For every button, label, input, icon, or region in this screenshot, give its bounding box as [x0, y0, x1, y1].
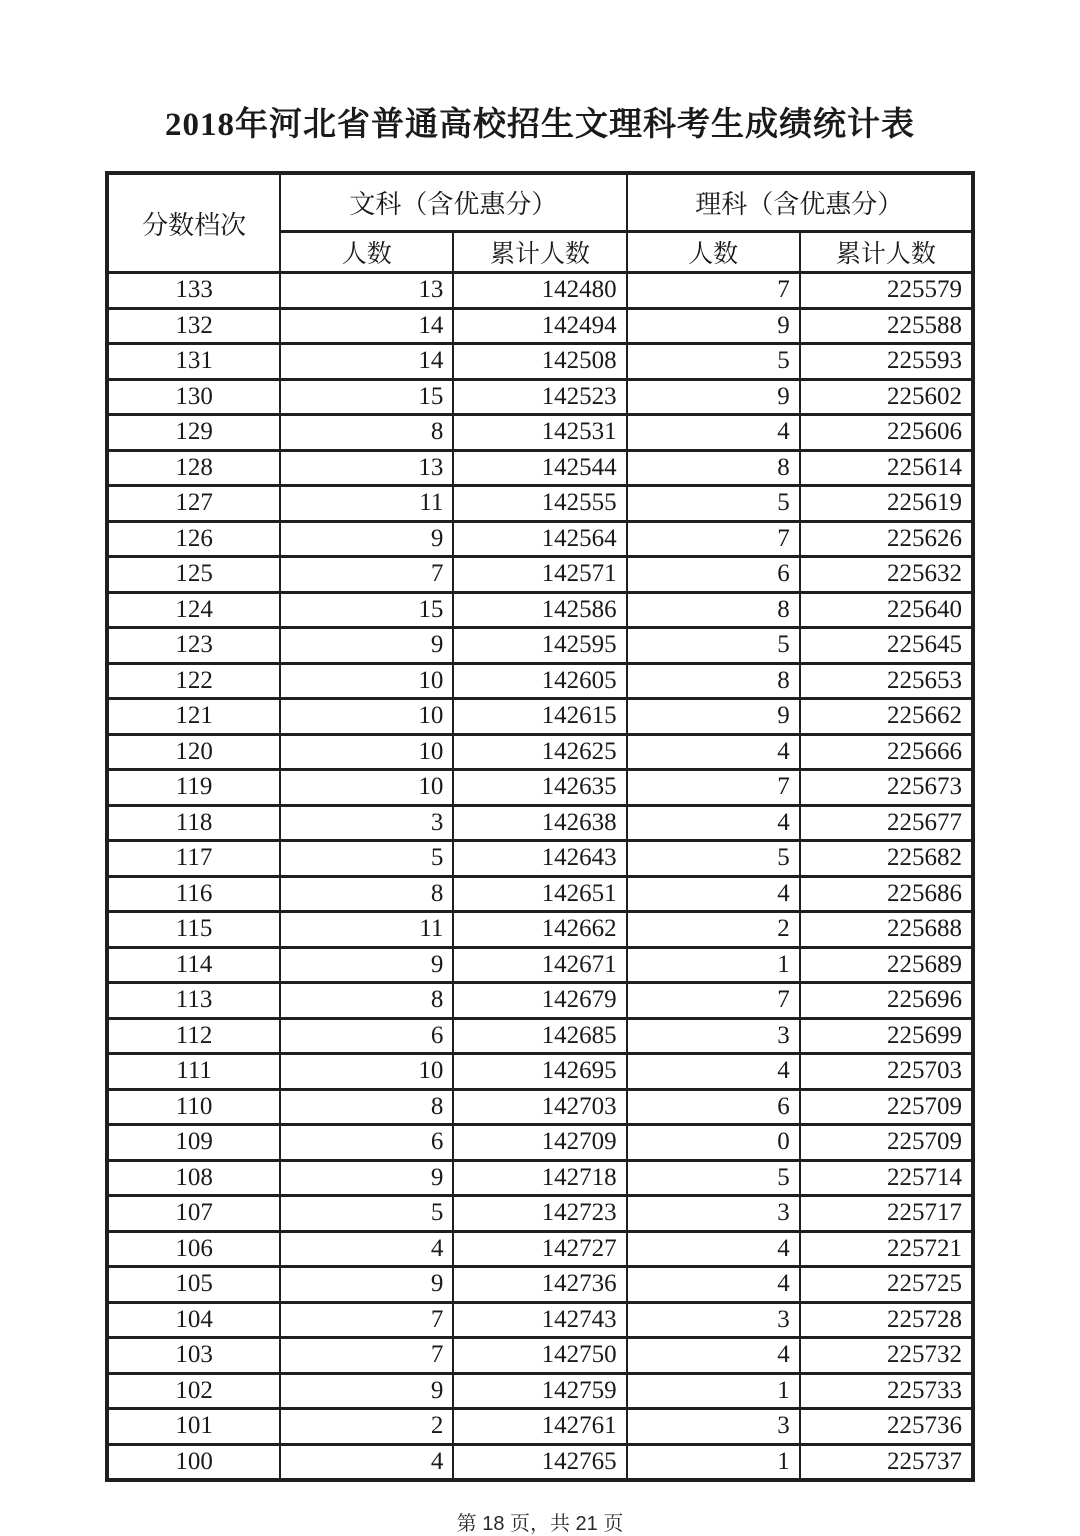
- cell-wenke-count: 15: [280, 379, 453, 415]
- cell-like-count: 7: [627, 770, 800, 806]
- cell-score-level: 108: [107, 1160, 280, 1196]
- cell-like-count: 2: [627, 912, 800, 948]
- cell-wenke-cumulative: 142671: [453, 947, 626, 983]
- cell-like-cumulative: 225662: [800, 699, 973, 735]
- cell-wenke-cumulative: 142679: [453, 983, 626, 1019]
- cell-score-level: 113: [107, 983, 280, 1019]
- cell-score-level: 109: [107, 1125, 280, 1161]
- cell-wenke-cumulative: 142662: [453, 912, 626, 948]
- cell-wenke-count: 11: [280, 486, 453, 522]
- cell-wenke-cumulative: 142586: [453, 592, 626, 628]
- table-row: [107, 841, 973, 877]
- cell-score-level: 125: [107, 557, 280, 593]
- cell-wenke-cumulative: 142651: [453, 876, 626, 912]
- cell-wenke-count: 8: [280, 983, 453, 1019]
- cell-wenke-count: 4: [280, 1444, 453, 1480]
- cell-like-count: 1: [627, 1373, 800, 1409]
- table-row: [107, 521, 973, 557]
- cell-like-cumulative: 225733: [800, 1373, 973, 1409]
- table-row: [107, 344, 973, 380]
- table-row: [107, 557, 973, 593]
- cell-wenke-cumulative: 142625: [453, 734, 626, 770]
- cell-like-count: 7: [627, 273, 800, 309]
- cell-wenke-cumulative: 142723: [453, 1196, 626, 1232]
- table-row: [107, 912, 973, 948]
- cell-score-level: 131: [107, 344, 280, 380]
- table-row: [107, 1089, 973, 1125]
- table-row: [107, 628, 973, 664]
- cell-like-cumulative: 225732: [800, 1338, 973, 1374]
- cell-wenke-cumulative: 142695: [453, 1054, 626, 1090]
- cell-like-count: 5: [627, 1160, 800, 1196]
- cell-wenke-cumulative: 142494: [453, 308, 626, 344]
- cell-like-cumulative: 225709: [800, 1089, 973, 1125]
- cell-wenke-count: 10: [280, 1054, 453, 1090]
- cell-wenke-cumulative: 142635: [453, 770, 626, 806]
- cell-score-level: 118: [107, 805, 280, 841]
- cell-like-count: 8: [627, 592, 800, 628]
- cell-wenke-cumulative: 142685: [453, 1018, 626, 1054]
- cell-wenke-count: 10: [280, 699, 453, 735]
- header-group-row: [107, 173, 973, 232]
- cell-like-count: 1: [627, 947, 800, 983]
- cell-score-level: 100: [107, 1444, 280, 1480]
- cell-wenke-count: 13: [280, 273, 453, 309]
- cell-like-cumulative: 225653: [800, 663, 973, 699]
- table-row: [107, 273, 973, 309]
- cell-wenke-cumulative: 142709: [453, 1125, 626, 1161]
- cell-like-count: 3: [627, 1196, 800, 1232]
- header-wenke-cumulative: 累计人数: [453, 232, 626, 273]
- cell-like-count: 8: [627, 663, 800, 699]
- cell-score-level: 103: [107, 1338, 280, 1374]
- cell-wenke-cumulative: 142765: [453, 1444, 626, 1480]
- cell-like-count: 6: [627, 557, 800, 593]
- cell-like-count: 3: [627, 1409, 800, 1445]
- cell-wenke-cumulative: 142480: [453, 273, 626, 309]
- cell-like-cumulative: 225699: [800, 1018, 973, 1054]
- cell-wenke-count: 9: [280, 1267, 453, 1303]
- header-like-count: 人数: [627, 232, 800, 273]
- table-row: [107, 592, 973, 628]
- cell-like-count: 5: [627, 628, 800, 664]
- cell-like-cumulative: 225736: [800, 1409, 973, 1445]
- cell-like-cumulative: 225737: [800, 1444, 973, 1480]
- cell-wenke-count: 7: [280, 1302, 453, 1338]
- cell-like-count: 7: [627, 983, 800, 1019]
- cell-like-cumulative: 225614: [800, 450, 973, 486]
- cell-score-level: 130: [107, 379, 280, 415]
- table-header: [107, 173, 973, 273]
- cell-like-cumulative: 225728: [800, 1302, 973, 1338]
- cell-wenke-count: 5: [280, 1196, 453, 1232]
- cell-score-level: 110: [107, 1089, 280, 1125]
- cell-like-count: 4: [627, 1231, 800, 1267]
- cell-wenke-count: 11: [280, 912, 453, 948]
- cell-wenke-cumulative: 142750: [453, 1338, 626, 1374]
- cell-like-cumulative: 225579: [800, 273, 973, 309]
- table-row: [107, 1125, 973, 1161]
- cell-wenke-cumulative: 142564: [453, 521, 626, 557]
- cell-wenke-cumulative: 142727: [453, 1231, 626, 1267]
- cell-like-count: 9: [627, 308, 800, 344]
- cell-like-cumulative: 225666: [800, 734, 973, 770]
- table-row: [107, 1018, 973, 1054]
- cell-score-level: 124: [107, 592, 280, 628]
- cell-wenke-cumulative: 142531: [453, 415, 626, 451]
- cell-like-cumulative: 225645: [800, 628, 973, 664]
- cell-like-cumulative: 225606: [800, 415, 973, 451]
- cell-like-count: 0: [627, 1125, 800, 1161]
- cell-wenke-count: 13: [280, 450, 453, 486]
- cell-score-level: 119: [107, 770, 280, 806]
- page-title: 2018年河北省普通高校招生文理科考生成绩统计表: [165, 107, 915, 143]
- cell-wenke-cumulative: 142643: [453, 841, 626, 877]
- cell-score-level: 111: [107, 1054, 280, 1090]
- cell-score-level: 123: [107, 628, 280, 664]
- cell-like-count: 3: [627, 1302, 800, 1338]
- cell-wenke-cumulative: 142703: [453, 1089, 626, 1125]
- cell-score-level: 132: [107, 308, 280, 344]
- cell-like-count: 1: [627, 1444, 800, 1480]
- cell-wenke-count: 8: [280, 876, 453, 912]
- cell-wenke-count: 8: [280, 415, 453, 451]
- cell-wenke-count: 10: [280, 663, 453, 699]
- cell-like-count: 4: [627, 415, 800, 451]
- table-row: [107, 1409, 973, 1445]
- cell-wenke-cumulative: 142736: [453, 1267, 626, 1303]
- cell-like-count: 4: [627, 1338, 800, 1374]
- table-row: [107, 415, 973, 451]
- table-row: [107, 734, 973, 770]
- cell-wenke-count: 9: [280, 1373, 453, 1409]
- table-row: [107, 1267, 973, 1303]
- cell-like-cumulative: 225696: [800, 983, 973, 1019]
- cell-like-cumulative: 225717: [800, 1196, 973, 1232]
- table-row: [107, 947, 973, 983]
- cell-like-count: 5: [627, 841, 800, 877]
- cell-wenke-count: 10: [280, 734, 453, 770]
- header-like-cumulative: 累计人数: [800, 232, 973, 273]
- cell-wenke-count: 9: [280, 628, 453, 664]
- cell-wenke-cumulative: 142605: [453, 663, 626, 699]
- cell-wenke-cumulative: 142555: [453, 486, 626, 522]
- cell-wenke-cumulative: 142761: [453, 1409, 626, 1445]
- cell-score-level: 126: [107, 521, 280, 557]
- cell-like-cumulative: 225673: [800, 770, 973, 806]
- cell-like-cumulative: 225602: [800, 379, 973, 415]
- cell-wenke-count: 4: [280, 1231, 453, 1267]
- cell-like-cumulative: 225640: [800, 592, 973, 628]
- cell-like-cumulative: 225725: [800, 1267, 973, 1303]
- cell-like-cumulative: 225689: [800, 947, 973, 983]
- header-score-level: 分数档次: [107, 173, 280, 273]
- cell-score-level: 133: [107, 273, 280, 309]
- table-row: [107, 1302, 973, 1338]
- cell-score-level: 106: [107, 1231, 280, 1267]
- score-statistics-table: [105, 171, 975, 1482]
- cell-like-cumulative: 225588: [800, 308, 973, 344]
- cell-like-cumulative: 225619: [800, 486, 973, 522]
- cell-wenke-count: 6: [280, 1125, 453, 1161]
- cell-wenke-cumulative: 142638: [453, 805, 626, 841]
- cell-score-level: 115: [107, 912, 280, 948]
- cell-wenke-count: 15: [280, 592, 453, 628]
- cell-wenke-count: 3: [280, 805, 453, 841]
- cell-wenke-count: 9: [280, 521, 453, 557]
- header-science-group: 理科（含优惠分）: [627, 173, 973, 232]
- cell-wenke-count: 14: [280, 344, 453, 380]
- table-row: [107, 450, 973, 486]
- cell-wenke-cumulative: 142508: [453, 344, 626, 380]
- cell-wenke-cumulative: 142743: [453, 1302, 626, 1338]
- page-footer: 第 18 页，共 21 页: [456, 1513, 624, 1535]
- table-row: [107, 1054, 973, 1090]
- cell-like-count: 4: [627, 876, 800, 912]
- cell-score-level: 114: [107, 947, 280, 983]
- cell-like-cumulative: 225632: [800, 557, 973, 593]
- table-row: [107, 308, 973, 344]
- table-row: [107, 1373, 973, 1409]
- cell-score-level: 102: [107, 1373, 280, 1409]
- cell-score-level: 105: [107, 1267, 280, 1303]
- table-row: [107, 1444, 973, 1480]
- cell-score-level: 120: [107, 734, 280, 770]
- header-wenke-count: 人数: [280, 232, 453, 273]
- cell-score-level: 107: [107, 1196, 280, 1232]
- cell-wenke-count: 10: [280, 770, 453, 806]
- cell-like-cumulative: 225703: [800, 1054, 973, 1090]
- cell-like-cumulative: 225686: [800, 876, 973, 912]
- table-row: [107, 1196, 973, 1232]
- cell-wenke-count: 9: [280, 1160, 453, 1196]
- cell-wenke-cumulative: 142523: [453, 379, 626, 415]
- table-row: [107, 379, 973, 415]
- cell-like-count: 5: [627, 344, 800, 380]
- cell-like-count: 5: [627, 486, 800, 522]
- cell-score-level: 117: [107, 841, 280, 877]
- cell-like-cumulative: 225688: [800, 912, 973, 948]
- table-body: [107, 273, 973, 1481]
- cell-like-count: 7: [627, 521, 800, 557]
- cell-like-count: 4: [627, 734, 800, 770]
- cell-like-cumulative: 225714: [800, 1160, 973, 1196]
- cell-wenke-count: 7: [280, 1338, 453, 1374]
- cell-wenke-cumulative: 142615: [453, 699, 626, 735]
- table-row: [107, 663, 973, 699]
- cell-wenke-count: 6: [280, 1018, 453, 1054]
- cell-score-level: 122: [107, 663, 280, 699]
- cell-like-cumulative: 225709: [800, 1125, 973, 1161]
- cell-like-cumulative: 225721: [800, 1231, 973, 1267]
- cell-like-cumulative: 225593: [800, 344, 973, 380]
- cell-score-level: 127: [107, 486, 280, 522]
- cell-score-level: 104: [107, 1302, 280, 1338]
- cell-like-count: 8: [627, 450, 800, 486]
- cell-like-count: 9: [627, 699, 800, 735]
- cell-wenke-cumulative: 142595: [453, 628, 626, 664]
- table-row: [107, 699, 973, 735]
- cell-wenke-count: 9: [280, 947, 453, 983]
- cell-wenke-count: 8: [280, 1089, 453, 1125]
- table-row: [107, 770, 973, 806]
- cell-like-cumulative: 225626: [800, 521, 973, 557]
- cell-like-cumulative: 225677: [800, 805, 973, 841]
- cell-like-count: 9: [627, 379, 800, 415]
- cell-wenke-cumulative: 142544: [453, 450, 626, 486]
- cell-wenke-cumulative: 142571: [453, 557, 626, 593]
- table-row: [107, 486, 973, 522]
- cell-like-count: 3: [627, 1018, 800, 1054]
- cell-like-count: 4: [627, 805, 800, 841]
- cell-score-level: 112: [107, 1018, 280, 1054]
- header-liberal-arts-group: 文科（含优惠分）: [280, 173, 626, 232]
- cell-like-count: 6: [627, 1089, 800, 1125]
- cell-score-level: 121: [107, 699, 280, 735]
- table-row: [107, 1338, 973, 1374]
- cell-wenke-cumulative: 142718: [453, 1160, 626, 1196]
- cell-score-level: 101: [107, 1409, 280, 1445]
- table-row: [107, 983, 973, 1019]
- table-row: [107, 1231, 973, 1267]
- cell-wenke-cumulative: 142759: [453, 1373, 626, 1409]
- cell-score-level: 128: [107, 450, 280, 486]
- cell-like-count: 4: [627, 1267, 800, 1303]
- cell-wenke-count: 5: [280, 841, 453, 877]
- cell-like-cumulative: 225682: [800, 841, 973, 877]
- table-row: [107, 876, 973, 912]
- cell-score-level: 116: [107, 876, 280, 912]
- table-row: [107, 805, 973, 841]
- cell-wenke-count: 14: [280, 308, 453, 344]
- cell-wenke-count: 2: [280, 1409, 453, 1445]
- cell-wenke-count: 7: [280, 557, 453, 593]
- table-row: [107, 1160, 973, 1196]
- cell-like-count: 4: [627, 1054, 800, 1090]
- cell-score-level: 129: [107, 415, 280, 451]
